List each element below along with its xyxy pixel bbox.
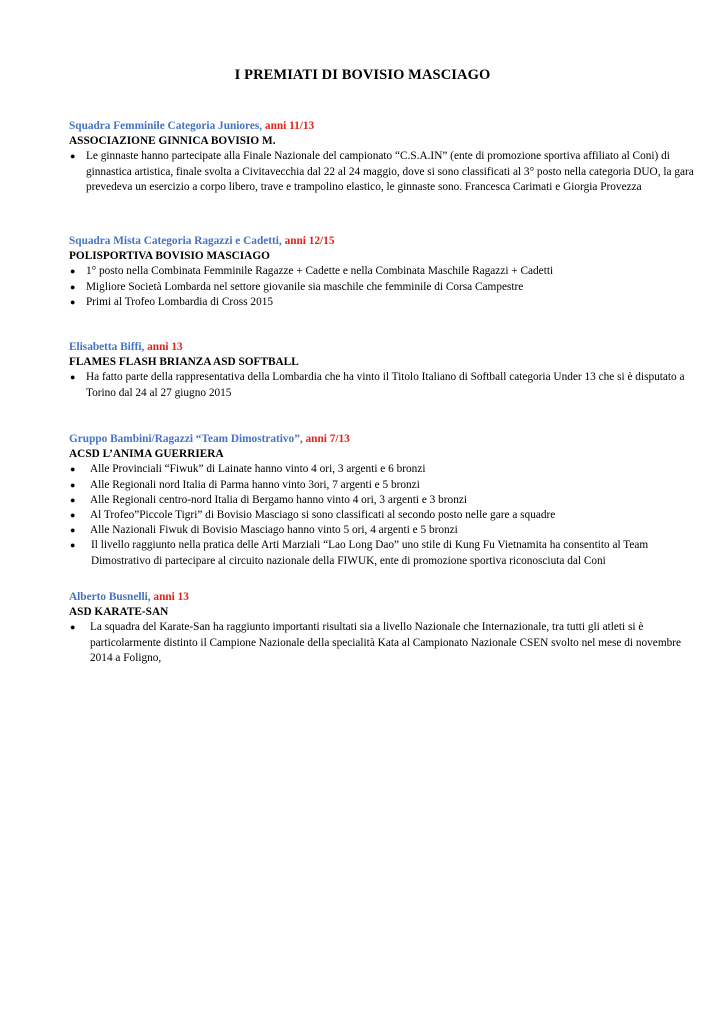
section-organization: ACSD L’ANIMA GUERRIERA: [69, 448, 224, 461]
section-heading-text: Elisabetta Biffi,: [69, 341, 145, 353]
section-heading-text: Squadra Femminile Categoria Juniores,: [69, 120, 263, 132]
section-age: anni 13: [147, 341, 183, 353]
section-softball: [69, 340, 699, 401]
list-item: ● Alle Regionali nord Italia di Parma hanno vinto 3ori, 7 argenti e 5 bronzi: [69, 478, 699, 493]
section-organization: ASSOCIAZIONE GINNICA BOVISIO M.: [69, 135, 276, 148]
section-heading-text: Squadra Mista Categoria Ragazzi e Cadetti,: [69, 235, 282, 247]
award-list: [69, 462, 699, 568]
page-title: I PREMIATI DI BOVISIO MASCIAGO: [234, 67, 491, 83]
section-karate: [69, 590, 699, 666]
bullet-icon: ●: [70, 151, 76, 162]
section-organization: ASD KARATE-SAN: [69, 606, 169, 619]
list-item: ● Alle Nazionali Fiwuk di Bovisio Masciago hanno vinto 5 ori, 4 argenti e 5 bronzi: [69, 523, 699, 538]
bullet-icon: ●: [70, 296, 76, 307]
list-item: ● La squadra del Karate-San ha raggiunto importanti risultati sia a livello Nazionale che Internazionale, tra tutti gli atleti si è particolarmente distinto il Campione Nazionale della specialità Kata al Campionato Nazionale CSEN svolto nel mese di novembre 2014 a Foligno,: [70, 621, 682, 664]
section-heading: [69, 234, 699, 249]
bullet-icon: ●: [70, 479, 76, 490]
bullet-icon: ●: [70, 540, 76, 551]
section-heading: [69, 590, 699, 605]
section-polisportiva: [69, 234, 699, 310]
section-heading: [69, 340, 699, 355]
section-heading: [69, 432, 699, 447]
bullet-icon: ●: [70, 266, 76, 277]
bullet-icon: ●: [70, 494, 76, 505]
list-item: ● Alle Regionali centro-nord Italia di Bergamo hanno vinto 4 ori, 3 argenti e 3 bronzi: [69, 493, 699, 508]
section-age: anni 7/13: [305, 433, 350, 445]
list-item: ● 1° posto nella Combinata Femminile Ragazze + Cadette e nella Combinata Maschile Ragazzi + Cadetti: [69, 264, 699, 279]
bullet-icon: ●: [70, 525, 76, 536]
award-list: [69, 149, 699, 195]
award-list: [69, 370, 699, 400]
section-age: anni 13: [153, 591, 189, 603]
section-age: anni 11/13: [264, 120, 315, 132]
list-item: ● Primi al Trofeo Lombardia di Cross 2015: [69, 295, 699, 310]
award-list: [69, 264, 699, 310]
list-item: ● Al Trofeo”Piccole Tigri” di Bovisio Masciago si sono classificati al secondo posto nelle gare a squadre: [69, 508, 699, 523]
list-item: ● Alle Provinciali “Fiwuk” di Lainate hanno vinto 4 ori, 3 argenti e 6 bronzi: [69, 462, 699, 477]
section-ginnastica: [69, 119, 699, 195]
list-item: ● Le ginnaste hanno partecipate alla Finale Nazionale del campionato “C.S.A.IN” (ente di promozione sportiva affiliato al Coni) di ginnastica artistica, finale svolta a Civitavecchia dal 22 al 24 maggio, dove si sono classificati al 3° posto nella categoria DUO, la gara prevedeva un esercizio a corpo libero, trave e trampolino elastico, le ginnaste sono. Francesca Carimati e Giorgia Provezza: [70, 150, 694, 193]
section-organization: POLISPORTIVA BOVISIO MASCIAGO: [69, 250, 270, 263]
section-organization: FLAMES FLASH BRIANZA ASD SOFTBALL: [69, 356, 299, 369]
bullet-icon: ●: [70, 464, 76, 475]
bullet-icon: ●: [70, 281, 76, 292]
bullet-icon: ●: [70, 510, 76, 521]
list-item: ● Ha fatto parte della rappresentativa della Lombardia che ha vinto il Titolo Italiano di Softball categoria Under 13 che si è disputato a Torino dal 24 al 27 giugno 2015: [70, 371, 685, 399]
section-heading-text: Gruppo Bambini/Ragazzi “Team Dimostrativo”,: [69, 433, 303, 445]
section-anima-guerriera: [69, 432, 699, 569]
list-item: ● Il livello raggiunto nella pratica delle Arti Marziali “Lao Long Dao” uno stile di Kung Fu Vietnamita ha consentito al Team Dimostrativo di partecipare al circuito nazionale della FIWUK, ente di promozione sportiva riconosciuta dal Coni: [70, 539, 649, 567]
section-heading-text: Alberto Busnelli,: [69, 591, 151, 603]
section-age: anni 12/15: [284, 235, 335, 247]
bullet-icon: ●: [70, 372, 76, 383]
award-list: [69, 620, 699, 666]
section-heading: [69, 119, 699, 134]
bullet-icon: ●: [70, 622, 76, 633]
list-item: ● Migliore Società Lombarda nel settore giovanile sia maschile che femminile di Corsa Campestre: [69, 280, 699, 295]
